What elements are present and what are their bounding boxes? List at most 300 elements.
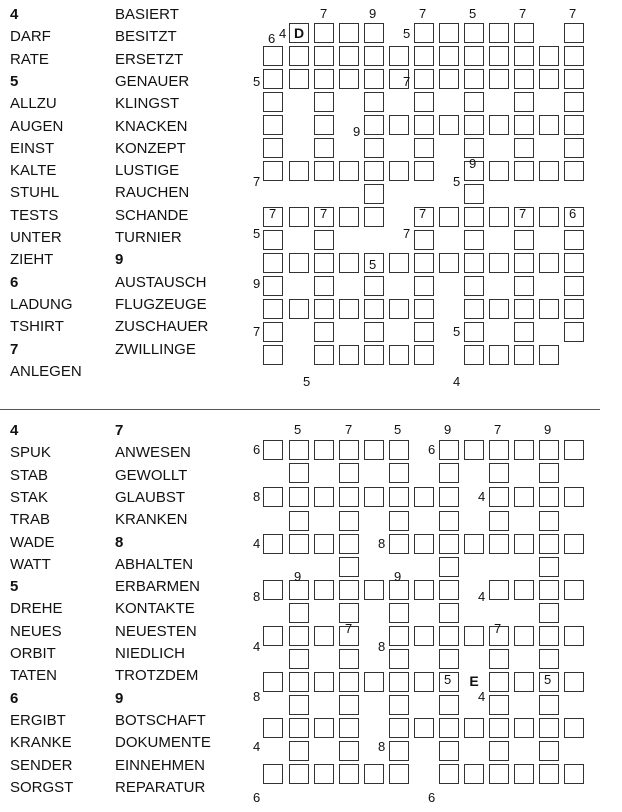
grid-cell[interactable] xyxy=(339,534,359,554)
grid-cell[interactable] xyxy=(489,672,509,692)
grid-cell[interactable] xyxy=(389,672,409,692)
grid-cell[interactable] xyxy=(464,276,484,296)
grid-cell[interactable] xyxy=(489,161,509,181)
grid-cell[interactable] xyxy=(439,534,459,554)
grid-cell[interactable] xyxy=(364,138,384,158)
grid-cell[interactable] xyxy=(389,695,409,715)
grid-cell[interactable] xyxy=(489,23,509,43)
grid-cell[interactable] xyxy=(414,69,434,89)
grid-cell[interactable] xyxy=(414,230,434,250)
grid-cell[interactable] xyxy=(364,161,384,181)
grid-cell[interactable] xyxy=(314,764,334,784)
grid-cell[interactable] xyxy=(564,487,584,507)
given-letter-cell[interactable]: E xyxy=(469,673,479,689)
clue-length-number: 8 xyxy=(378,536,386,551)
grid-cell[interactable] xyxy=(464,115,484,135)
grid-cell[interactable] xyxy=(389,741,409,761)
grid-cell[interactable] xyxy=(314,230,334,250)
clue-length-number: 9 xyxy=(544,422,552,437)
grid-cell[interactable] xyxy=(439,626,459,646)
grid-cell[interactable] xyxy=(364,276,384,296)
grid-cell[interactable] xyxy=(539,299,559,319)
grid-cell[interactable] xyxy=(389,511,409,531)
grid-cell[interactable] xyxy=(489,580,509,600)
puzzle2-list1-word: ORBIT xyxy=(10,645,56,662)
grid-cell[interactable] xyxy=(514,534,534,554)
grid-cell[interactable] xyxy=(314,626,334,646)
grid-cell[interactable] xyxy=(339,511,359,531)
grid-cell[interactable] xyxy=(314,440,334,460)
grid-cell[interactable] xyxy=(539,626,559,646)
grid-cell[interactable] xyxy=(439,46,459,66)
grid-cell[interactable] xyxy=(489,511,509,531)
grid-cell[interactable] xyxy=(414,138,434,158)
grid-cell[interactable] xyxy=(464,230,484,250)
grid-cell[interactable] xyxy=(439,207,459,227)
grid-cell[interactable] xyxy=(514,230,534,250)
grid-cell[interactable] xyxy=(314,46,334,66)
grid-cell[interactable] xyxy=(339,345,359,365)
grid-cell[interactable] xyxy=(314,580,334,600)
grid-cell[interactable] xyxy=(314,69,334,89)
grid-cell[interactable] xyxy=(564,253,584,273)
grid-cell[interactable] xyxy=(389,626,409,646)
grid-cell[interactable] xyxy=(414,161,434,181)
puzzle2-list2-word: DOKUMENTE xyxy=(115,734,211,752)
grid-cell[interactable] xyxy=(514,718,534,738)
grid-cell[interactable] xyxy=(339,695,359,715)
grid-cell[interactable] xyxy=(489,718,509,738)
grid-cell[interactable] xyxy=(439,463,459,483)
grid-cell[interactable] xyxy=(263,718,283,738)
grid-cell[interactable] xyxy=(263,534,283,554)
grid-cell[interactable] xyxy=(414,115,434,135)
grid-cell[interactable] xyxy=(489,487,509,507)
grid-cell[interactable] xyxy=(514,253,534,273)
grid-cell[interactable] xyxy=(564,23,584,43)
grid-cell[interactable] xyxy=(414,718,434,738)
grid-cell[interactable] xyxy=(314,487,334,507)
grid-cell[interactable] xyxy=(439,253,459,273)
grid-cell[interactable] xyxy=(289,672,309,692)
grid-cell[interactable] xyxy=(339,741,359,761)
grid-cell[interactable] xyxy=(539,487,559,507)
grid-cell[interactable] xyxy=(314,718,334,738)
grid-cell[interactable] xyxy=(539,345,559,365)
grid-cell[interactable] xyxy=(439,440,459,460)
grid-cell[interactable] xyxy=(539,115,559,135)
grid-cell[interactable] xyxy=(314,534,334,554)
grid-cell[interactable] xyxy=(539,580,559,600)
grid-cell[interactable] xyxy=(539,511,559,531)
grid-cell[interactable] xyxy=(514,440,534,460)
grid-cell[interactable] xyxy=(339,672,359,692)
grid-cell[interactable] xyxy=(414,580,434,600)
grid-cell[interactable] xyxy=(414,626,434,646)
grid-cell[interactable] xyxy=(289,764,309,784)
grid-cell[interactable] xyxy=(263,345,283,365)
grid-cell[interactable] xyxy=(314,299,334,319)
clue-length-number: 7 xyxy=(345,422,353,437)
grid-cell[interactable] xyxy=(339,718,359,738)
grid-cell[interactable] xyxy=(489,115,509,135)
grid-cell[interactable] xyxy=(439,69,459,89)
grid-cell[interactable] xyxy=(439,115,459,135)
grid-cell[interactable] xyxy=(464,207,484,227)
grid-cell[interactable] xyxy=(439,511,459,531)
clue-length-number: 6 xyxy=(253,790,261,805)
puzzle1-list1-word: LADUNG xyxy=(10,295,73,313)
grid-cell[interactable] xyxy=(539,764,559,784)
grid-cell[interactable] xyxy=(514,299,534,319)
grid-cell[interactable] xyxy=(339,557,359,577)
grid-cell[interactable] xyxy=(414,299,434,319)
puzzle1-list2-word: ZWILLINGE xyxy=(115,340,196,358)
grid-cell[interactable] xyxy=(263,299,283,319)
grid-cell[interactable] xyxy=(389,345,409,365)
grid-cell[interactable] xyxy=(539,649,559,669)
grid-cell[interactable] xyxy=(389,253,409,273)
grid-cell[interactable] xyxy=(289,207,309,227)
puzzle2-list2-word: GLAUBST xyxy=(115,488,186,506)
grid-cell[interactable] xyxy=(263,253,283,273)
grid-cell[interactable] xyxy=(314,253,334,273)
grid-cell[interactable] xyxy=(464,69,484,89)
grid-cell[interactable] xyxy=(439,718,459,738)
grid-cell[interactable] xyxy=(364,92,384,112)
grid-cell[interactable] xyxy=(389,764,409,784)
grid-cell[interactable] xyxy=(514,46,534,66)
grid-cell[interactable] xyxy=(364,207,384,227)
grid-cell[interactable] xyxy=(539,718,559,738)
grid-cell[interactable] xyxy=(439,649,459,669)
grid-cell[interactable] xyxy=(564,115,584,135)
grid-cell[interactable] xyxy=(564,138,584,158)
grid-cell[interactable] xyxy=(364,764,384,784)
grid-cell[interactable] xyxy=(263,276,283,296)
puzzle2-list1-word: KRANKE xyxy=(10,734,72,752)
grid-cell[interactable] xyxy=(263,138,283,158)
grid-cell[interactable] xyxy=(489,46,509,66)
grid-cell[interactable] xyxy=(464,299,484,319)
grid-cell[interactable] xyxy=(539,46,559,66)
grid-cell[interactable] xyxy=(489,253,509,273)
grid-cell[interactable] xyxy=(489,764,509,784)
grid-cell[interactable] xyxy=(489,207,509,227)
grid-cell[interactable] xyxy=(514,626,534,646)
grid-cell[interactable] xyxy=(389,534,409,554)
grid-cell[interactable] xyxy=(414,322,434,342)
grid-cell[interactable] xyxy=(514,69,534,89)
clue-length-number: 6 xyxy=(428,790,436,805)
grid-cell[interactable] xyxy=(314,276,334,296)
grid-cell[interactable] xyxy=(314,672,334,692)
grid-cell[interactable] xyxy=(539,440,559,460)
grid-cell[interactable] xyxy=(339,440,359,460)
grid-cell[interactable] xyxy=(263,764,283,784)
grid-cell[interactable] xyxy=(514,138,534,158)
grid-cell[interactable] xyxy=(314,345,334,365)
grid-cell[interactable] xyxy=(339,69,359,89)
grid-cell[interactable] xyxy=(389,463,409,483)
grid-cell[interactable] xyxy=(289,741,309,761)
grid-cell[interactable] xyxy=(514,580,534,600)
grid-cell[interactable] xyxy=(339,207,359,227)
clue-length-number: 8 xyxy=(253,589,261,604)
grid-cell[interactable] xyxy=(263,322,283,342)
puzzle2-list2-length-heading: 8 xyxy=(115,533,124,551)
grid-cell[interactable] xyxy=(364,23,384,43)
grid-cell[interactable] xyxy=(389,115,409,135)
grid-cell[interactable] xyxy=(314,115,334,135)
grid-cell[interactable] xyxy=(414,253,434,273)
grid-cell[interactable] xyxy=(364,672,384,692)
grid-cell[interactable] xyxy=(389,649,409,669)
grid-cell[interactable] xyxy=(289,626,309,646)
grid-cell[interactable] xyxy=(289,161,309,181)
grid-cell[interactable] xyxy=(289,253,309,273)
grid-cell[interactable] xyxy=(514,487,534,507)
grid-cell[interactable] xyxy=(564,534,584,554)
grid-cell[interactable] xyxy=(289,695,309,715)
grid-cell[interactable] xyxy=(564,718,584,738)
grid-cell[interactable] xyxy=(464,718,484,738)
puzzle1-list2-word: SCHANDE xyxy=(115,206,189,224)
grid-cell[interactable] xyxy=(263,230,283,250)
grid-cell[interactable] xyxy=(489,299,509,319)
puzzle1-list1-word: ZIEHT xyxy=(10,251,54,269)
grid-cell[interactable] xyxy=(339,649,359,669)
grid-cell[interactable] xyxy=(364,184,384,204)
grid-cell[interactable] xyxy=(439,580,459,600)
grid-cell[interactable] xyxy=(439,487,459,507)
grid-cell[interactable] xyxy=(339,580,359,600)
grid-cell[interactable] xyxy=(514,276,534,296)
grid-cell[interactable] xyxy=(414,23,434,43)
grid-cell[interactable] xyxy=(389,46,409,66)
grid-cell[interactable] xyxy=(514,345,534,365)
grid-cell[interactable] xyxy=(489,440,509,460)
grid-cell[interactable] xyxy=(464,138,484,158)
grid-cell[interactable] xyxy=(564,230,584,250)
clue-length-number: 5 xyxy=(544,672,552,687)
puzzle1-list2-word: KONZEPT xyxy=(115,139,186,157)
puzzle1-list1-word: TSHIRT xyxy=(10,318,64,336)
grid-cell[interactable] xyxy=(539,534,559,554)
grid-cell[interactable] xyxy=(514,92,534,112)
grid-cell[interactable] xyxy=(564,764,584,784)
grid-cell[interactable] xyxy=(464,23,484,43)
given-letter-cell[interactable]: D xyxy=(289,23,309,43)
puzzle1-list1-word: KALTE xyxy=(10,162,57,180)
grid-cell[interactable] xyxy=(263,580,283,600)
grid-cell[interactable] xyxy=(389,299,409,319)
grid-cell[interactable] xyxy=(539,557,559,577)
grid-cell[interactable] xyxy=(364,580,384,600)
grid-cell[interactable] xyxy=(439,603,459,623)
grid-cell[interactable] xyxy=(514,764,534,784)
grid-cell[interactable] xyxy=(263,69,283,89)
grid-cell[interactable] xyxy=(389,440,409,460)
grid-cell[interactable] xyxy=(314,161,334,181)
grid-cell[interactable] xyxy=(464,46,484,66)
grid-cell[interactable] xyxy=(439,23,459,43)
grid-cell[interactable] xyxy=(464,345,484,365)
grid-cell[interactable] xyxy=(414,345,434,365)
grid-cell[interactable] xyxy=(564,626,584,646)
clue-length-number: 7 xyxy=(320,6,328,21)
grid-cell[interactable] xyxy=(514,23,534,43)
grid-cell[interactable] xyxy=(339,23,359,43)
puzzle2-list1-word: SPUK xyxy=(10,444,51,462)
grid-cell[interactable] xyxy=(489,649,509,669)
grid-cell[interactable] xyxy=(564,276,584,296)
grid-cell[interactable] xyxy=(489,534,509,554)
grid-cell[interactable] xyxy=(439,557,459,577)
grid-cell[interactable] xyxy=(564,161,584,181)
grid-cell[interactable] xyxy=(414,92,434,112)
grid-cell[interactable] xyxy=(263,626,283,646)
grid-cell[interactable] xyxy=(339,764,359,784)
grid-cell[interactable] xyxy=(514,322,534,342)
grid-cell[interactable] xyxy=(339,603,359,623)
grid-cell[interactable] xyxy=(414,46,434,66)
puzzle2-list2-word: BOTSCHAFT xyxy=(115,711,206,729)
grid-cell[interactable] xyxy=(289,718,309,738)
puzzle1-list1-word: ANLEGEN xyxy=(10,362,82,380)
grid-cell[interactable] xyxy=(439,764,459,784)
grid-cell[interactable] xyxy=(289,299,309,319)
grid-cell[interactable] xyxy=(464,534,484,554)
grid-cell[interactable] xyxy=(514,161,534,181)
grid-cell[interactable] xyxy=(464,626,484,646)
grid-cell[interactable] xyxy=(564,322,584,342)
grid-cell[interactable] xyxy=(289,69,309,89)
grid-cell[interactable] xyxy=(263,115,283,135)
grid-cell[interactable] xyxy=(289,649,309,669)
grid-cell[interactable] xyxy=(339,463,359,483)
grid-cell[interactable] xyxy=(364,345,384,365)
grid-cell[interactable] xyxy=(514,115,534,135)
grid-cell[interactable] xyxy=(339,161,359,181)
grid-cell[interactable] xyxy=(464,253,484,273)
grid-cell[interactable] xyxy=(389,161,409,181)
grid-cell[interactable] xyxy=(263,487,283,507)
puzzle1-list1-length-heading: 7 xyxy=(10,340,19,358)
grid-cell[interactable] xyxy=(489,345,509,365)
grid-cell[interactable] xyxy=(364,69,384,89)
grid-cell[interactable] xyxy=(564,672,584,692)
grid-cell[interactable] xyxy=(464,92,484,112)
grid-cell[interactable] xyxy=(489,741,509,761)
grid-cell[interactable] xyxy=(289,487,309,507)
grid-cell[interactable] xyxy=(339,253,359,273)
grid-cell[interactable] xyxy=(539,741,559,761)
grid-cell[interactable] xyxy=(263,440,283,460)
grid-cell[interactable] xyxy=(414,672,434,692)
grid-cell[interactable] xyxy=(289,440,309,460)
grid-cell[interactable] xyxy=(314,23,334,43)
puzzle2-list2-word: NIEDLICH xyxy=(115,645,186,662)
grid-cell[interactable] xyxy=(564,69,584,89)
grid-cell[interactable] xyxy=(489,69,509,89)
grid-cell[interactable] xyxy=(289,463,309,483)
grid-cell[interactable] xyxy=(289,511,309,531)
grid-cell[interactable] xyxy=(539,253,559,273)
clue-length-number: 8 xyxy=(253,689,261,704)
clue-length-number: 4 xyxy=(253,536,261,551)
grid-cell[interactable] xyxy=(564,92,584,112)
puzzle1-list2-word: TURNIER xyxy=(115,229,182,246)
grid-cell[interactable] xyxy=(414,534,434,554)
grid-cell[interactable] xyxy=(364,322,384,342)
grid-cell[interactable] xyxy=(389,603,409,623)
grid-cell[interactable] xyxy=(314,322,334,342)
grid-cell[interactable] xyxy=(364,440,384,460)
grid-cell[interactable] xyxy=(289,46,309,66)
clue-length-number: 4 xyxy=(478,689,486,704)
grid-cell[interactable] xyxy=(564,299,584,319)
grid-cell[interactable] xyxy=(364,487,384,507)
grid-cell[interactable] xyxy=(263,46,283,66)
grid-cell[interactable] xyxy=(564,46,584,66)
grid-cell[interactable] xyxy=(289,603,309,623)
grid-cell[interactable] xyxy=(464,184,484,204)
grid-cell[interactable] xyxy=(364,299,384,319)
grid-cell[interactable] xyxy=(539,463,559,483)
grid-cell[interactable] xyxy=(339,299,359,319)
grid-cell[interactable] xyxy=(263,161,283,181)
grid-cell[interactable] xyxy=(439,695,459,715)
grid-cell[interactable] xyxy=(489,695,509,715)
grid-cell[interactable] xyxy=(539,695,559,715)
grid-cell[interactable] xyxy=(414,487,434,507)
puzzle1-list1-length-heading: 5 xyxy=(10,72,19,90)
puzzle2-list1-word: STAB xyxy=(10,466,49,484)
grid-cell[interactable] xyxy=(414,276,434,296)
clue-length-number: 8 xyxy=(378,639,386,654)
grid-cell[interactable] xyxy=(263,92,283,112)
grid-cell[interactable] xyxy=(364,115,384,135)
grid-cell[interactable] xyxy=(364,46,384,66)
grid-cell[interactable] xyxy=(389,487,409,507)
grid-cell[interactable] xyxy=(339,46,359,66)
grid-cell[interactable] xyxy=(314,138,334,158)
grid-cell[interactable] xyxy=(539,603,559,623)
grid-cell[interactable] xyxy=(314,92,334,112)
grid-cell[interactable] xyxy=(389,718,409,738)
grid-cell[interactable] xyxy=(564,440,584,460)
puzzle1-list2-word: KLINGST xyxy=(115,95,180,113)
grid-cell[interactable] xyxy=(539,207,559,227)
grid-cell[interactable] xyxy=(464,764,484,784)
grid-cell[interactable] xyxy=(564,580,584,600)
grid-cell[interactable] xyxy=(489,463,509,483)
grid-cell[interactable] xyxy=(339,487,359,507)
grid-cell[interactable] xyxy=(539,69,559,89)
puzzle2-list2-word: TROTZDEM xyxy=(115,667,199,685)
clue-length-number: 6 xyxy=(253,442,261,457)
grid-cell[interactable] xyxy=(464,322,484,342)
puzzle2-list1-length-heading: 4 xyxy=(10,422,19,439)
puzzle2-list2-length-heading: 9 xyxy=(115,689,124,707)
grid-cell[interactable] xyxy=(289,534,309,554)
grid-cell[interactable] xyxy=(514,672,534,692)
grid-cell[interactable] xyxy=(539,161,559,181)
grid-cell[interactable] xyxy=(464,440,484,460)
grid-cell[interactable] xyxy=(439,741,459,761)
grid-cell[interactable] xyxy=(263,672,283,692)
